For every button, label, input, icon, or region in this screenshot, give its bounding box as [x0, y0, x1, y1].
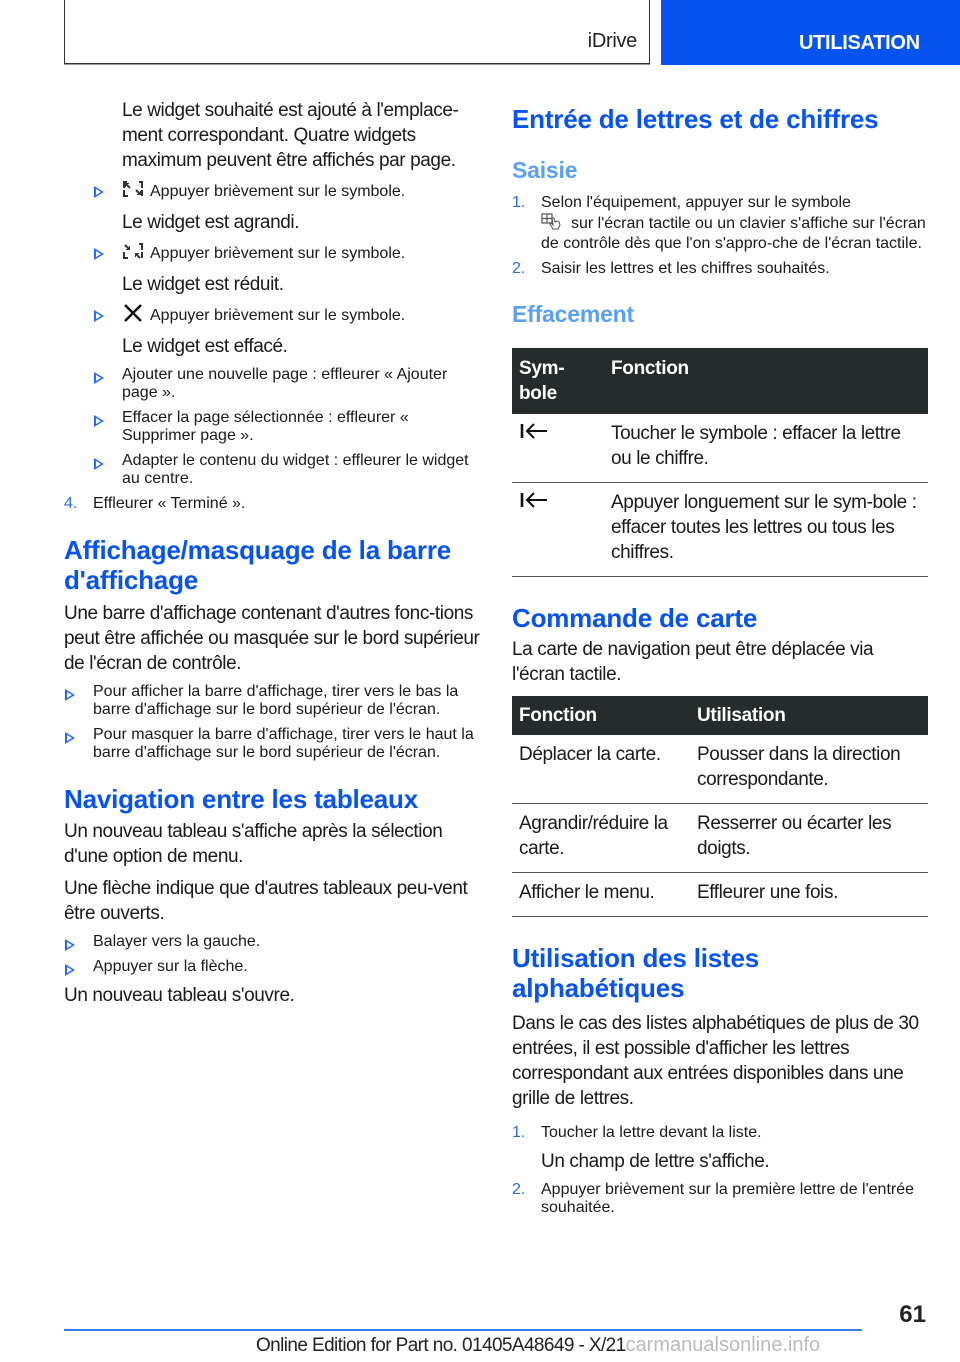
backspace-icon: [512, 483, 604, 577]
bullet-item: [64, 726, 484, 762]
bullet-text: Ajouter une nouvelle page : effleurer « Ajouter page ».: [122, 366, 448, 401]
bullet-item: [64, 452, 484, 488]
bullet-collapse: [64, 242, 484, 265]
bullet-text: Balayer vers la gauche.: [93, 933, 261, 950]
step-item: [512, 1124, 928, 1142]
bullet-triangle-icon: [94, 372, 104, 384]
table-row: [512, 483, 928, 577]
footer-divider: [64, 1329, 862, 1331]
result-text: Le widget est réduit.: [122, 274, 284, 295]
bullet-text: Appuyer brièvement sur le symbole.: [150, 307, 406, 324]
bullet-text: Adapter le contenu du widget : effleurer le widget au centre.: [122, 452, 469, 487]
footer-edition: [256, 1334, 820, 1357]
table-cell: Appuyer longuement sur le sym-bole : effacer toutes les lettres ou tous les chiffres.: [604, 483, 928, 577]
bullet-text: Effacer la page sélectionnée : effleurer « Supprimer page ».: [122, 409, 409, 444]
bullet-text: Appuyer brièvement sur le symbole.: [150, 245, 406, 262]
bullet-triangle-icon: [94, 458, 104, 470]
delete-symbols-table: [512, 348, 928, 577]
section-body: La carte de navigation peut être déplacée via l'écran tactile.: [512, 639, 874, 685]
section-body: Une flèche indique que d'autres tableaux peu-vent être ouverts.: [64, 878, 468, 924]
header-section-box: [64, 0, 650, 64]
watermark-link[interactable]: carmanualsonline.info: [625, 1334, 821, 1356]
table-row: [512, 414, 928, 483]
table-cell: Agrandir/réduire la carte.: [512, 804, 690, 873]
bullet-triangle-icon: [65, 964, 75, 976]
section-result: Un nouveau tableau s'ouvre.: [64, 985, 295, 1006]
collapse-icon: [122, 242, 144, 265]
step-number: 4.: [64, 495, 78, 512]
bullet-item: [64, 683, 484, 719]
table-cell: Toucher le symbole : effacer la lettre ou le chiffre.: [604, 414, 928, 483]
table-cell: Pousser dans la direction correspondante.: [690, 735, 928, 804]
bullet-triangle-icon: [94, 248, 104, 260]
table-header: Sym-bole: [512, 348, 604, 414]
bullet-triangle-icon: [94, 186, 104, 198]
bullet-close: [64, 304, 484, 327]
table-row: [512, 804, 928, 873]
table-header: Fonction: [512, 696, 690, 735]
step-item: [512, 194, 928, 253]
section-body: Dans le cas des listes alphabétiques de plus de 30 entrées, il est possible d'afficher les lettres correspondant aux entrées disponibles dans une grille de lettres.: [512, 1013, 919, 1109]
step-number: 2.: [512, 260, 526, 277]
step-text: Toucher la lettre devant la liste.: [541, 1124, 762, 1141]
step-item: [512, 260, 928, 278]
step-text: Effleurer « Terminé ».: [93, 495, 246, 512]
table-cell: Effleurer une fois.: [690, 873, 928, 917]
bullet-text: Pour masquer la barre d'affichage, tirer vers le haut la barre d'affichage sur le bord supérieur de l'écran.: [93, 726, 474, 761]
expand-icon: [122, 180, 144, 203]
header-chapter-tab: [661, 0, 960, 65]
section-body: Un nouveau tableau s'affiche après la sélection d'une option de menu.: [64, 821, 443, 867]
table-cell: Resserrer ou écarter les doigts.: [690, 804, 928, 873]
bullet-item: [64, 409, 484, 445]
bullet-item: [64, 366, 484, 402]
backspace-icon: [512, 414, 604, 483]
step-number: 1.: [512, 1124, 526, 1141]
bullet-text: Appuyer brièvement sur le symbole.: [150, 183, 406, 200]
table-header: Fonction: [604, 348, 928, 414]
intro-paragraph: Le widget souhaité est ajouté à l'emplace-ment correspondant. Quatre widgets maximum peuvent être affichés par page.: [122, 100, 459, 171]
section-heading-display-bar: Affichage/masquage de la barre d'affichage: [64, 535, 452, 595]
step-result: Un champ de lettre s'affiche.: [541, 1151, 770, 1172]
table-cell: Déplacer la carte.: [512, 735, 690, 804]
edition-text: Online Edition for Part no. 01405A48649 - X/21: [256, 1335, 626, 1356]
step-item: [512, 1181, 928, 1217]
step-text: Selon l'équipement, appuyer sur le symbole: [541, 194, 851, 211]
step-text: sur l'écran tactile ou un clavier s'affiche sur l'écran de contrôle dès que l'on s'appro-che de l'écran tactile.: [541, 215, 926, 252]
step-text: Appuyer brièvement sur la première lettre de l'entrée souhaitée.: [541, 1181, 915, 1216]
table-cell: Afficher le menu.: [512, 873, 690, 917]
page-number: 61: [899, 1301, 926, 1328]
bullet-item: [64, 933, 484, 951]
section-heading-navigation: Navigation entre les tableaux: [64, 784, 418, 814]
step-number: 1.: [512, 194, 526, 211]
close-icon: [122, 304, 144, 327]
bullet-text: Pour afficher la barre d'affichage, tirer vers le bas la barre d'affichage sur le bord supérieur de l'écran.: [93, 683, 459, 718]
bullet-triangle-icon: [65, 689, 75, 701]
table-header: Utilisation: [690, 696, 928, 735]
bullet-triangle-icon: [94, 415, 104, 427]
bullet-item: [64, 958, 484, 976]
step-text: Saisir les lettres et les chiffres souhaités.: [541, 260, 830, 277]
bullet-triangle-icon: [94, 310, 104, 322]
map-commands-table: [512, 696, 928, 917]
section-heading-alphabetic-lists: Utilisation des listes alphabétiques: [512, 943, 760, 1003]
subheading-effacement: Effacement: [512, 301, 634, 327]
right-column: [512, 104, 928, 1217]
keyboard-touch-icon: [541, 212, 565, 235]
result-text: Le widget est effacé.: [122, 336, 288, 357]
bullet-triangle-icon: [65, 939, 75, 951]
table-row: [512, 735, 928, 804]
bullet-text: Appuyer sur la flèche.: [93, 958, 248, 975]
subheading-saisie: Saisie: [512, 157, 578, 183]
table-row: [512, 873, 928, 917]
result-text: Le widget est agrandi.: [122, 212, 300, 233]
step-item: [64, 495, 484, 513]
step-number: 2.: [512, 1181, 526, 1198]
left-column: [64, 98, 484, 1008]
header-section-title: iDrive: [587, 30, 637, 52]
section-heading-entry: Entrée de lettres et de chiffres: [512, 104, 879, 134]
section-heading-map: Commande de carte: [512, 603, 758, 633]
bullet-triangle-icon: [65, 732, 75, 744]
bullet-expand: [64, 180, 484, 203]
section-body: Une barre d'affichage contenant d'autres fonc-tions peut être affichée ou masquée sur le bord supérieur de l'écran de contrôle.: [64, 603, 480, 674]
header-chapter-title: UTILISATION: [799, 32, 920, 54]
